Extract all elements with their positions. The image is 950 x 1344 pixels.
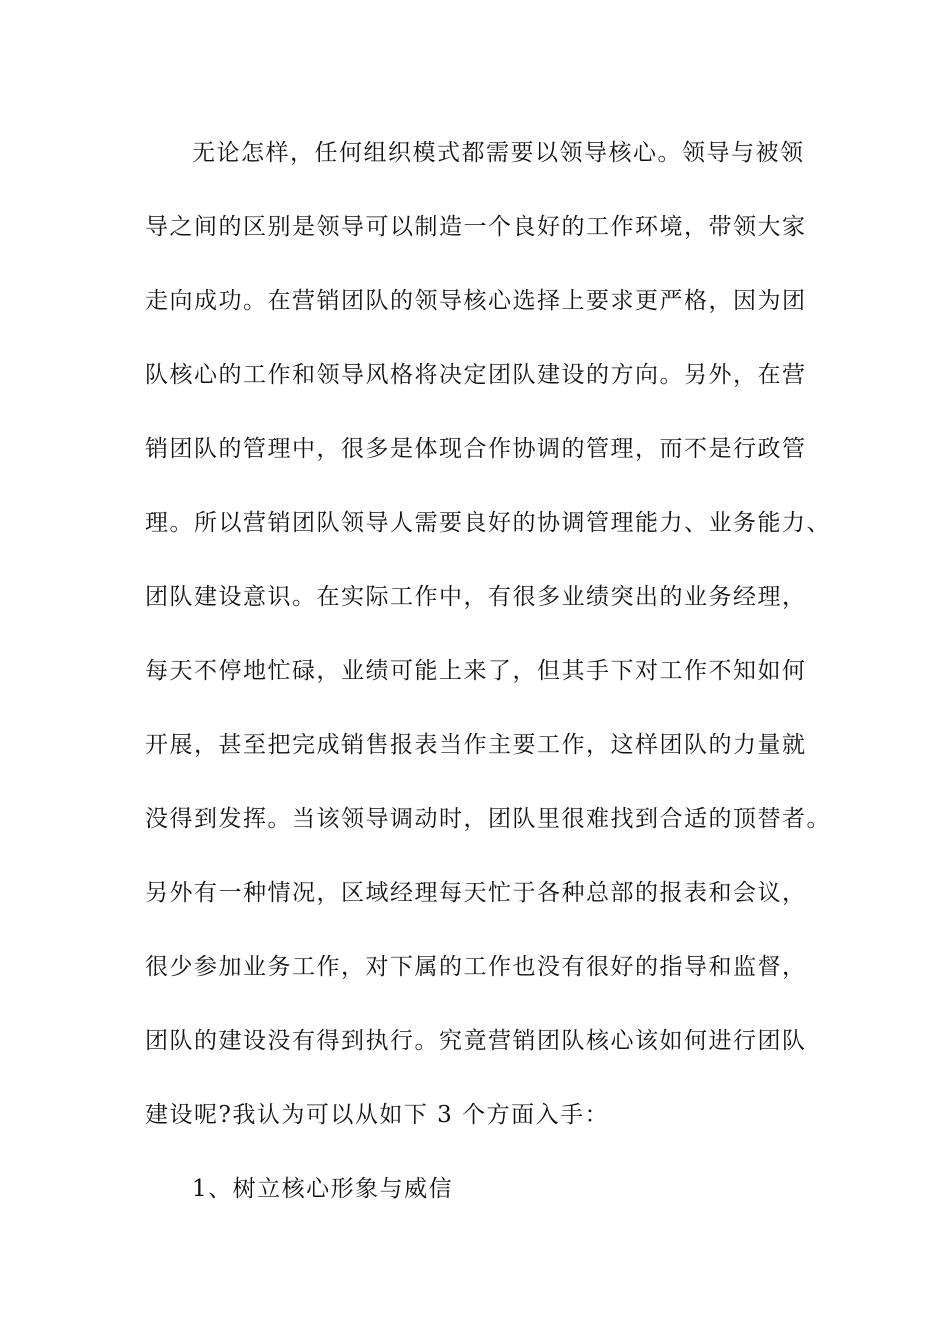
paragraph-line: 开展，甚至把完成销售报表当作主要工作，这样团队的力量就	[145, 732, 807, 758]
paragraph-line: 团队建设意识。在实际工作中，有很多业绩突出的业务经理，	[145, 584, 807, 610]
paragraph-line: 很少参加业务工作，对下属的工作也没有很好的指导和监督，	[145, 954, 807, 980]
section-heading: 1、树立核心形象与威信	[192, 1176, 454, 1202]
paragraph-line: 走向成功。在营销团队的领导核心选择上要求更严格，因为团	[145, 288, 807, 314]
paragraph-line: 导之间的区别是领导可以制造一个良好的工作环境，带领大家	[145, 214, 807, 240]
paragraph-line: 队核心的工作和领导风格将决定团队建设的方向。另外，在营	[145, 362, 807, 388]
paragraph-line: 销团队的管理中，很多是体现合作协调的管理，而不是行政管	[145, 436, 807, 462]
paragraph-line: 理。所以营销团队领导人需要良好的协调管理能力、业务能力、	[145, 510, 831, 536]
paragraph-line: 无论怎样，任何组织模式都需要以领导核心。领导与被领	[192, 140, 805, 166]
paragraph-line: 另外有一种情况，区域经理每天忙于各种总部的报表和会议，	[145, 880, 807, 906]
paragraph-line: 没得到发挥。当该领导调动时，团队里很难找到合适的顶替者。	[145, 806, 831, 832]
paragraph-line: 建设呢?我认为可以从如下 3 个方面入手：	[145, 1102, 610, 1128]
paragraph-line: 团队的建设没有得到执行。究竟营销团队核心该如何进行团队	[145, 1028, 807, 1054]
paragraph-line: 每天不停地忙碌，业绩可能上来了，但其手下对工作不知如何	[145, 658, 807, 684]
